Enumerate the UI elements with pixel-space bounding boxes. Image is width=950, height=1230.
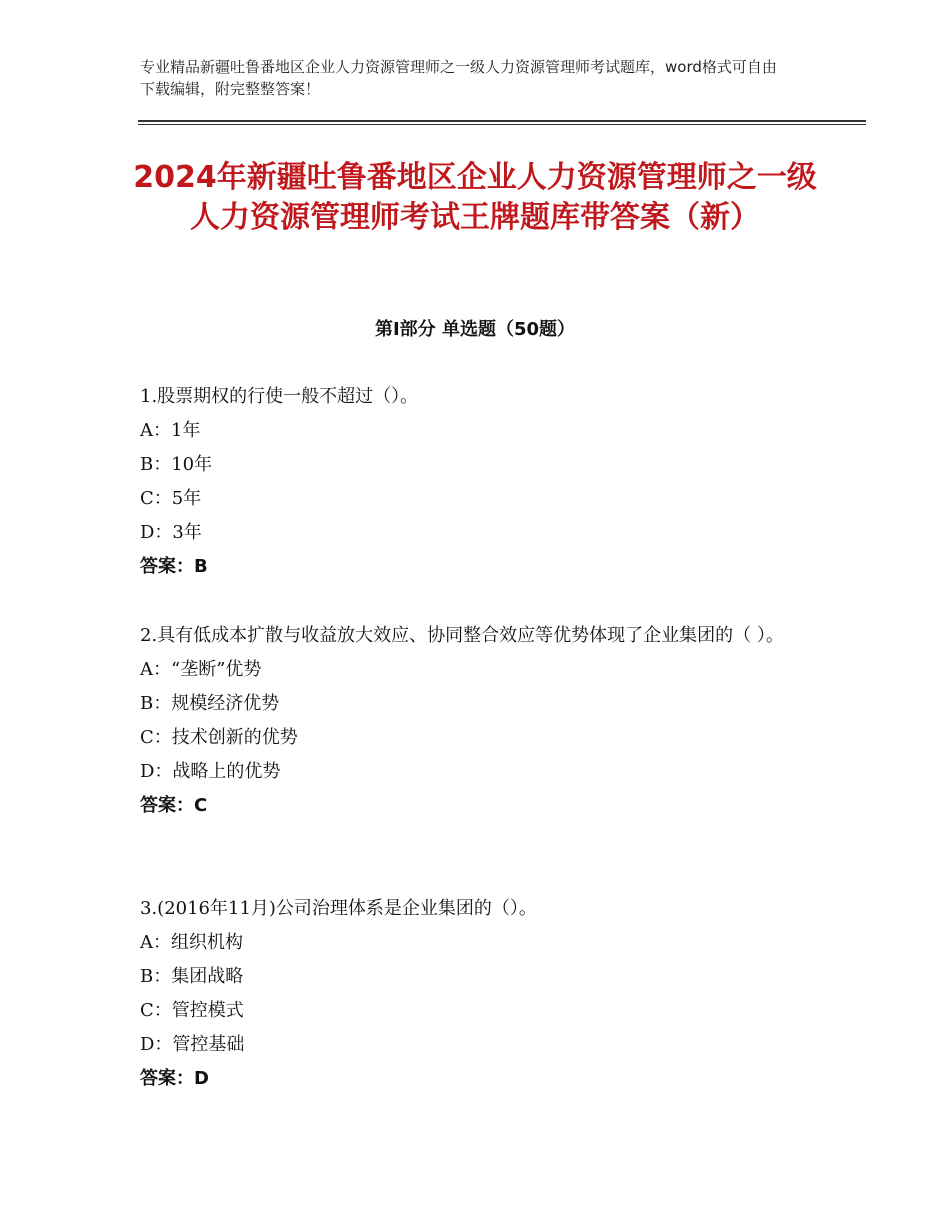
answer: 答案：B <box>140 556 208 577</box>
option-b: B：规模经济优势 <box>140 693 280 714</box>
answer: 答案：D <box>140 1068 209 1089</box>
question-stem: 2.具有低成本扩散与收益放大效应、协同整合效应等优势体现了企业集团的（ ）。 <box>140 625 784 646</box>
question-stem: 3.(2016年11月)公司治理体系是企业集团的（）。 <box>140 898 537 919</box>
option-d: D：3年 <box>140 522 202 543</box>
question-2 <box>140 619 820 823</box>
option-a: A：1年 <box>140 420 201 441</box>
option-a: A：组织机构 <box>140 932 243 953</box>
document-title: 2024年新疆吐鲁番地区企业人力资源管理师之一级人力资源管理师考试王牌题库带答案（新） <box>133 160 817 235</box>
header-divider <box>138 120 866 125</box>
answer: 答案：C <box>140 795 208 816</box>
header-note: 专业精品新疆吐鲁番地区企业人力资源管理师之一级人力资源管理师考试题库，word格式可自由下载编辑，附完整整答案！ <box>140 58 777 98</box>
option-b: B：集团战略 <box>140 966 244 987</box>
question-stem: 1.股票期权的行使一般不超过（）。 <box>140 386 419 407</box>
question-3 <box>140 892 820 1096</box>
option-d: D：管控基础 <box>140 1034 245 1055</box>
option-c: C：5年 <box>140 488 202 509</box>
option-c: C：技术创新的优势 <box>140 727 298 748</box>
option-d: D：战略上的优势 <box>140 761 281 782</box>
option-b: B：10年 <box>140 454 213 475</box>
option-c: C：管控模式 <box>140 1000 244 1021</box>
option-a: A：“垄断”优势 <box>140 659 262 680</box>
section-title: 第Ⅰ部分 单选题（50题） <box>374 319 575 340</box>
question-1 <box>140 380 820 584</box>
